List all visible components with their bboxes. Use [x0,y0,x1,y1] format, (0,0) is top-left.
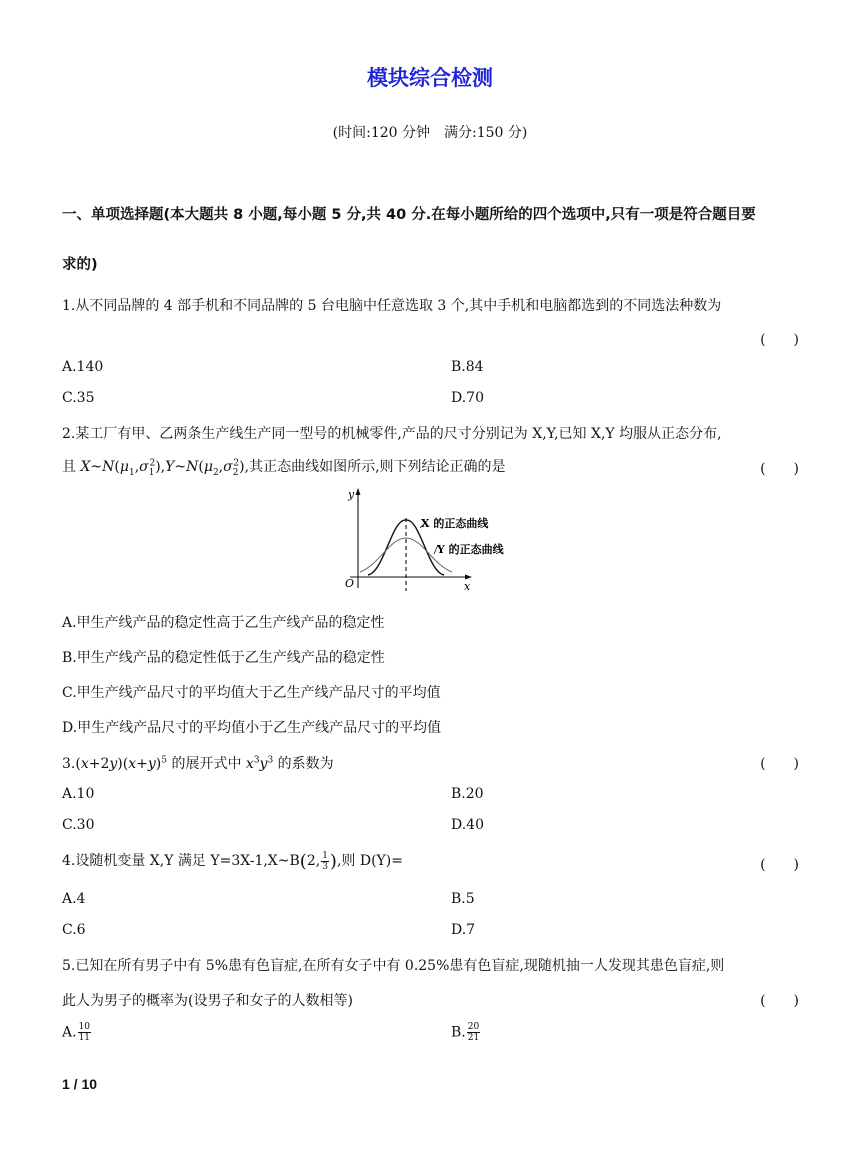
question-5-option-b: B. $\frac{20}{21}$ [451,1022,480,1043]
question-2-stem: 2.某工厂有甲、乙两条生产线生产同一型号的机械零件,产品的尺寸分别记为 X,Y,已知 X,Y 均服从正态分布, [62,426,722,442]
y-curve-label: Y 的正态曲线 [437,543,504,556]
x-axis-arrow [465,575,472,580]
question-4-stem: 4.设随机变量 X,Y 满足 Y=3X-1,X~B(2, $\frac{1}{3}$ ),则 D(Y)= [62,850,403,872]
x-axis-label: x [464,580,471,593]
question-2-option-b: B.甲生产线产品的稳定性低于乙生产线产品的稳定性 [62,650,385,666]
question-3-option-d: D.40 [451,817,484,833]
question-1-answer-blank: ( ) [760,332,799,348]
question-4-option-c: C.6 [62,922,86,938]
question-1-option-b: B.84 [451,359,484,375]
question-3-stem: $3.(x+2y)(x+y)^5$ 的展开式中 $x^3y^3$ 的系数为 [62,755,334,772]
y-axis-arrow [356,488,361,495]
question-2-answer-blank: ( ) [760,461,799,477]
question-4-option-d: D.7 [451,922,476,938]
question-2-option-c: C.甲生产线产品尺寸的平均值大于乙生产线产品尺寸的平均值 [62,685,441,701]
section-heading-continued: 求的) [62,257,98,273]
section-heading: 一、单项选择题(本大题共 8 小题,每小题 5 分,共 40 分.在每小题所给的四个选项中,只有一项是符合题目要 [62,207,756,223]
question-3-option-b: B.20 [451,786,484,802]
question-1-option-c: C.35 [62,390,95,406]
question-5-stem-line2: 此人为男子的概率为(设男子和女子的人数相等) [62,993,353,1009]
origin-label: O [345,577,355,590]
x-curve-label: X 的正态曲线 [421,517,489,530]
question-1-option-d: D.70 [451,390,484,406]
normal-curves-figure [340,484,530,596]
question-2-stem-line2: 且 $X\sim N(\mu_1,\sigma_1^2),Y\sim N(\mu_2,\sigma_2^2)$,其正态曲线如图所示,则下列结论正确的是 [62,458,506,478]
y-axis-label: y [348,488,355,501]
question-4-option-a: A.4 [62,891,86,907]
question-5-answer-blank: ( ) [760,993,799,1009]
question-3-option-c: C.30 [62,817,95,833]
question-4-answer-blank: ( ) [760,857,799,873]
question-4-option-b: B.5 [451,891,475,907]
document-title: 模块综合检测 [367,66,493,90]
question-3-option-a: A.10 [62,786,95,802]
page-number: 1 / 10 [62,1076,98,1092]
question-2-option-d: D.甲生产线产品尺寸的平均值小于乙生产线产品尺寸的平均值 [62,720,442,736]
question-1-option-a: A.140 [62,359,104,375]
question-5-option-a: A. $\frac{10}{11}$ [62,1022,91,1043]
question-1-stem: 1.从不同品牌的 4 部手机和不同品牌的 5 台电脑中任意选取 3 个,其中手机和电脑都选到的不同选法种数为 [62,298,722,314]
question-2-option-a: A.甲生产线产品的稳定性高于乙生产线产品的稳定性 [62,615,385,631]
question-5-stem: 5.已知在所有男子中有 5%患有色盲症,在所有女子中有 0.25%患有色盲症,现随机抽一人发现其患色盲症,则 [62,958,725,974]
question-3-answer-blank: ( ) [760,756,799,772]
exam-time-score: (时间:120 分钟 满分:150 分) [332,125,528,141]
